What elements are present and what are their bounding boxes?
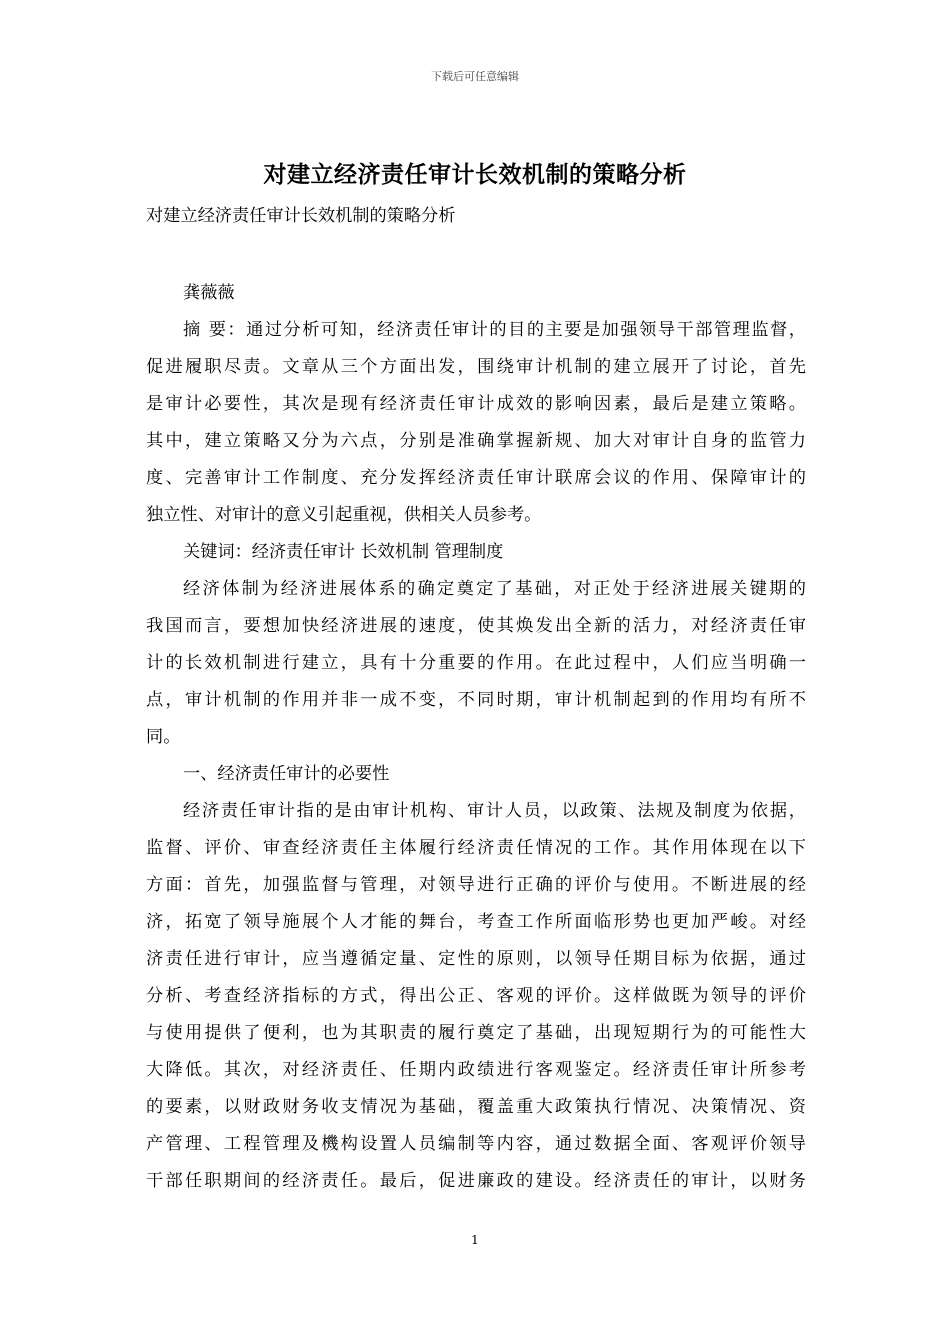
paragraph-line: 同。 [146, 727, 181, 747]
paragraph-line: 点，审计机制的作用并非一成不变，不同时期，审计机制起到的作用均有所不 [146, 690, 806, 710]
blank-line [146, 235, 806, 275]
abstract-line: 度、完善审计工作制度、充分发挥经济责任审计联席会议的作用、保障审计的 [146, 468, 806, 488]
section-heading: 一、经济责任审计的必要性 [183, 764, 390, 784]
document-body [146, 198, 806, 1200]
paragraph-line: 计的长效机制进行建立，具有十分重要的作用。在此过程中，人们应当明确一 [146, 653, 806, 673]
keywords-line: 关键词：经济责任审计 长效机制 管理制度 [183, 542, 504, 562]
paragraph-line: 与使用提供了便利，也为其职责的履行奠定了基础，出现短期行为的可能性大 [146, 1023, 806, 1043]
abstract-line: 促进履职尽责。文章从三个方面出发，围绕审计机制的建立展开了讨论，首先 [146, 357, 806, 377]
author-line: 龚薇薇 [183, 283, 235, 303]
paragraph-line: 济，拓宽了领导施展个人才能的舞台，考查工作所面临形势也更加严峻。对经 [146, 912, 806, 932]
paragraph-line: 分析、考查经济指标的方式，得出公正、客观的评价。这样做既为领导的评价 [146, 986, 806, 1006]
paragraph-line: 的要素，以财政财务收支情况为基础，覆盖重大政策执行情况、决策情况、资 [146, 1097, 806, 1117]
page-number: 1 [471, 1233, 479, 1247]
abstract-line: 摘 要：通过分析可知，经济责任审计的目的主要是加强领导干部管理监督， [183, 320, 806, 340]
paragraph-line: 我国而言，要想加快经济进展的速度，使其焕发出全新的活力，对经济责任审 [146, 616, 806, 636]
abstract-line: 是审计必要性，其次是现有经济责任审计成效的影响因素，最后是建立策略。 [146, 394, 806, 414]
paragraph-line: 大降低。其次，对经济责任、任期内政绩进行客观鉴定。经济责任审计所参考 [146, 1060, 806, 1080]
paragraph-line: 经济体制为经济进展体系的确定奠定了基础，对正处于经济进展关键期的 [183, 579, 806, 599]
abstract-line: 独立性、对审计的意义引起重视，供相关人员参考。 [146, 505, 542, 525]
paragraph-line: 方面：首先，加强监督与管理，对领导进行正确的评价与使用。不断进展的经 [146, 875, 806, 895]
paragraph-line: 济责任进行审计，应当遵循定量、定性的原则，以领导任期目标为依据，通过 [146, 949, 806, 969]
paragraph-line: 监督、评价、审查经济责任主体履行经济责任情况的工作。其作用体现在以下 [146, 838, 806, 858]
subtitle-line: 对建立经济责任审计长效机制的策略分析 [146, 206, 456, 226]
paragraph-line: 经济责任审计指的是由审计机构、审计人员，以政策、法规及制度为依据， [183, 801, 806, 821]
paragraph-line: 产管理、工程管理及機构设置人员编制等内容，通过数据全面、客观评价领导 [146, 1134, 806, 1154]
document-title: 对建立经济责任审计长效机制的策略分析 [263, 161, 687, 188]
page-header: 下载后可任意编辑 [431, 70, 519, 83]
paragraph-line: 干部任职期间的经济责任。最后，促进廉政的建设。经济责任的审计，以财务 [146, 1171, 806, 1191]
abstract-line: 其中，建立策略又分为六点，分别是准确掌握新规、加大对审计自身的监管力 [146, 431, 806, 451]
